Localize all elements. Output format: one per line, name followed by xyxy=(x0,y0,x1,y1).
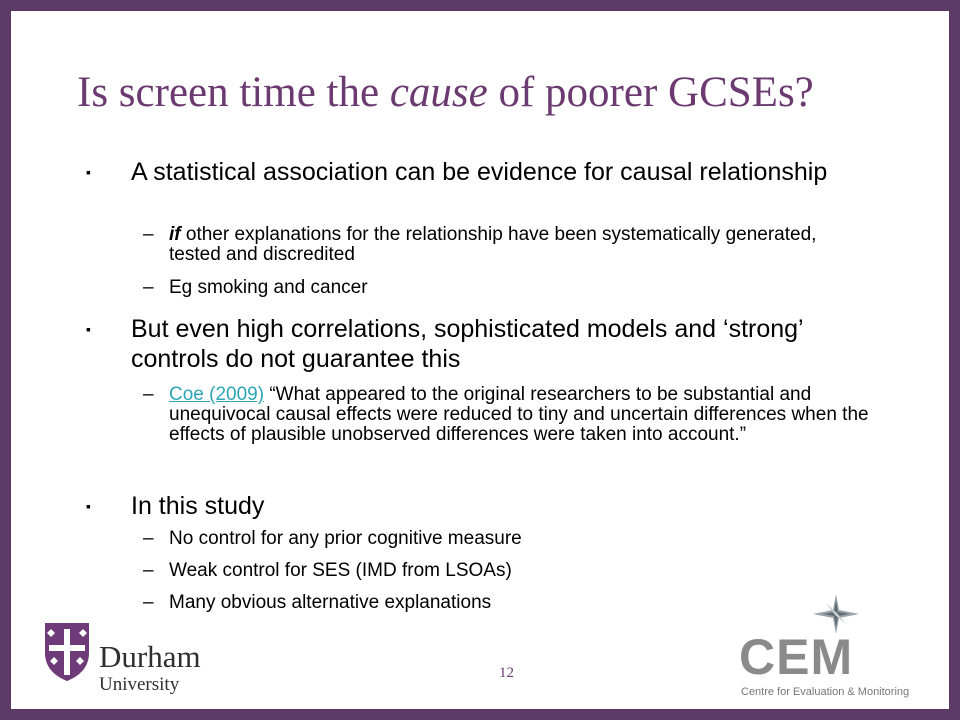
quote-text: “What appeared to the original researchers to be substantial and unequivocal causal effects were reduced to tiny and uncertain differences when the effects of plausible unobserved differences were taken into account.” xyxy=(169,384,869,445)
sub-bullet-1-1-text xyxy=(169,225,869,265)
sub-bullet-3-1-text: No control for any prior cognitive measure xyxy=(169,528,522,549)
dash-marker: – xyxy=(143,528,154,549)
durham-crest-icon xyxy=(41,619,93,683)
sub-bullet-2-1-text xyxy=(169,385,869,445)
bullet-2-text: But even high correlations, sophisticated models and ‘strong’ controls do not guarantee this xyxy=(131,315,803,373)
sub-bullet-3-3-text: Many obvious alternative explanations xyxy=(169,592,492,613)
square-bullet-icon: ▪ xyxy=(86,498,91,514)
sub-bullet-3-2-text: Weak control for SES (IMD from LSOAs) xyxy=(169,560,512,581)
title-part-1: Is screen time the xyxy=(77,69,390,116)
bullet-1-text: A statistical association can be evidence for causal relationship xyxy=(131,158,828,186)
dash-marker: – xyxy=(143,277,154,298)
citation-link[interactable]: Coe (2009) xyxy=(169,384,265,405)
cem-wordmark: CEM xyxy=(739,629,854,685)
sub-bullet-1-1-body: other explanations for the relationship have been systematically generated, tested and discredited xyxy=(169,224,817,265)
dash-marker: – xyxy=(143,560,154,581)
dash-marker: – xyxy=(143,224,154,245)
square-bullet-icon: ▪ xyxy=(86,321,91,337)
durham-wordmark: Durham xyxy=(99,639,201,674)
emphasis-if: if xyxy=(169,224,181,245)
page-number: 12 xyxy=(499,665,514,681)
sub-bullet-1-2-text: Eg smoking and cancer xyxy=(169,277,368,298)
title-italic-word: cause xyxy=(389,69,488,116)
cem-tagline: Centre for Evaluation & Monitoring xyxy=(741,686,910,698)
durham-subtitle: University xyxy=(99,674,180,695)
dash-marker: – xyxy=(143,384,154,405)
slide xyxy=(11,11,949,709)
compass-star-icon xyxy=(813,594,859,634)
dash-marker: – xyxy=(143,592,154,613)
durham-university-logo xyxy=(41,619,241,701)
bullet-3-text: In this study xyxy=(131,492,265,520)
cem-logo xyxy=(739,594,939,704)
slide-title xyxy=(77,69,937,116)
title-part-2: of poorer GCSEs? xyxy=(487,69,814,116)
square-bullet-icon: ▪ xyxy=(86,164,91,180)
